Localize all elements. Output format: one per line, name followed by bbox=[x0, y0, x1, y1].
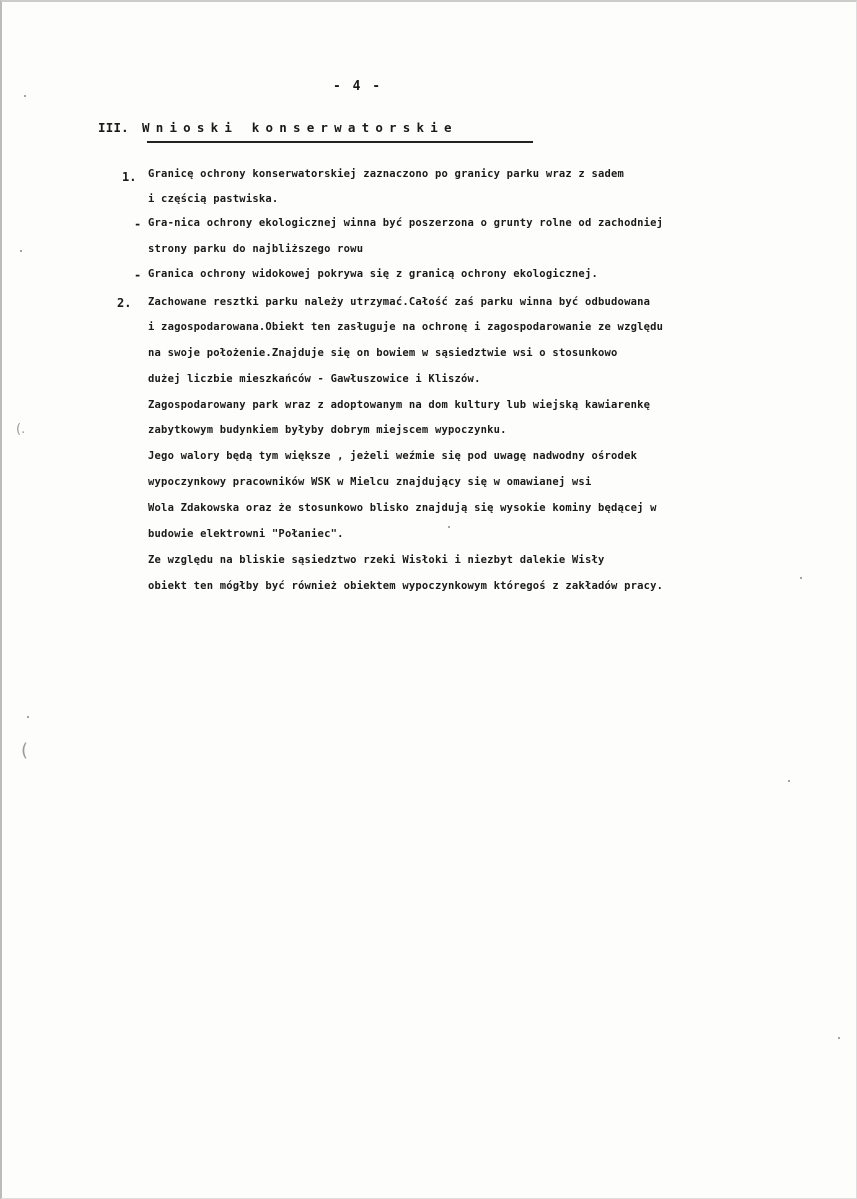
section-title: Wnioski konserwatorskie bbox=[142, 120, 458, 135]
scan-speck bbox=[838, 1037, 840, 1039]
text-line: Ze względu na bliskie sąsiedztwo rzeki Wisłoki i niezbyt dalekie Wisły bbox=[148, 554, 605, 566]
section-number: III. bbox=[98, 120, 129, 135]
scan-speck bbox=[448, 526, 450, 528]
text-line: wypoczynkowy pracowników WSK w Mielcu znajdujący się w omawianej wsi bbox=[148, 476, 592, 488]
scan-speck bbox=[24, 95, 26, 97]
text-line: Granica ochrony widokowej pokrywa się z granicą ochrony ekologicznej. bbox=[148, 268, 598, 280]
page-number: - 4 - bbox=[333, 79, 383, 94]
heading-underline bbox=[147, 141, 533, 143]
list-marker: 1. bbox=[122, 170, 137, 184]
text-line: budowie elektrowni "Połaniec". bbox=[148, 528, 344, 540]
scan-speck bbox=[27, 716, 29, 718]
text-line: obiekt ten mógłby być również obiektem wypoczynkowym któregoś z zakładów pracy. bbox=[148, 580, 664, 592]
text-line: dużej liczbie mieszkańców - Gawłuszowice i Kliszów. bbox=[148, 373, 481, 385]
scan-speck bbox=[20, 250, 22, 252]
text-line: Zachowane resztki parku należy utrzymać.Całość zaś parku winna być odbudowana bbox=[148, 296, 651, 308]
scan-speck bbox=[800, 577, 802, 579]
text-line: Gra-nica ochrony ekologicznej winna być poszerzona o grunty rolne od zachodniej bbox=[148, 217, 664, 229]
text-line: Granicę ochrony konserwatorskiej zaznaczono po granicy parku wraz z sadem bbox=[148, 168, 625, 180]
text-line: Zagospodarowany park wraz z adoptowanym na dom kultury lub wiejską kawiarenkę bbox=[148, 399, 651, 411]
text-line: i zagospodarowana.Obiekt ten zasługuje na ochronę i zagospodarowanie ze względu bbox=[148, 321, 664, 333]
text-line: Wola Zdakowska oraz że stosunkowo blisko znajdują się wysokie kominy będącej w bbox=[148, 502, 657, 514]
scan-speck bbox=[788, 780, 790, 782]
text-line: na swoje położenie.Znajduje się on bowiem w sąsiedztwie wsi o stosunkowo bbox=[148, 347, 618, 359]
list-marker: 2. bbox=[117, 296, 132, 310]
list-marker: - bbox=[134, 217, 142, 231]
text-line: zabytkowym budynkiem byłyby dobrym miejscem wypoczynku. bbox=[148, 424, 507, 436]
text-line: Jego walory będą tym większe , jeżeli weźmie się pod uwagę nadwodny ośrodek bbox=[148, 450, 638, 462]
margin-mark: (. bbox=[16, 422, 26, 437]
margin-mark: ( bbox=[21, 740, 29, 761]
section-heading bbox=[98, 120, 458, 135]
text-line: i częścią pastwiska. bbox=[148, 193, 279, 205]
text-line: strony parku do najbliższego rowu bbox=[148, 243, 364, 255]
list-marker: - bbox=[134, 268, 142, 282]
